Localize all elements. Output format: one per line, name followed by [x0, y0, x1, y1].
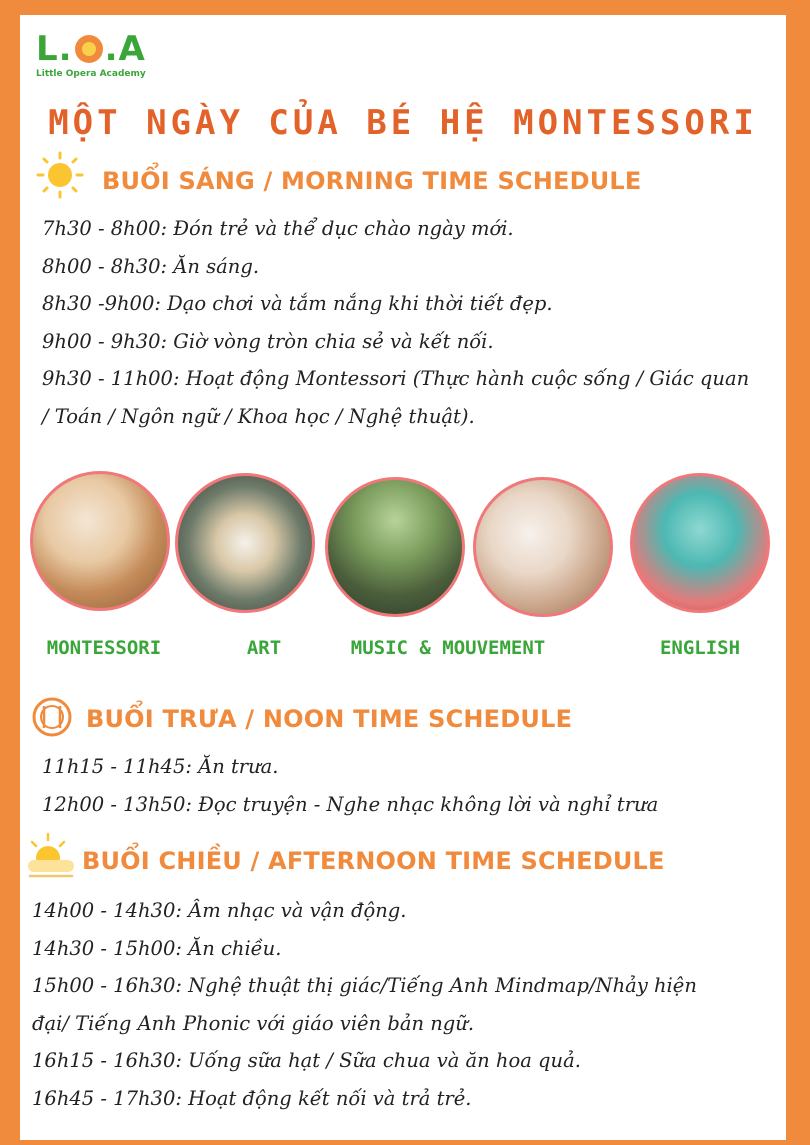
afternoon-heading: BUỔI CHIỀU / AFTERNOON TIME SCHEDULE: [82, 847, 665, 875]
caption-english: ENGLISH: [659, 637, 741, 659]
morning-schedule: [42, 210, 749, 435]
loa-logo: L . . A Little Opera Academy: [36, 31, 156, 91]
schedule-poster: [20, 15, 786, 1140]
logo-globe-icon: [75, 35, 103, 63]
schedule-line: 8h30 -9h00: Dạo chơi và tắm nắng khi thời tiết đẹp.: [42, 292, 553, 315]
schedule-line: 9h00 - 9h30: Giờ vòng tròn chia sẻ và kết nối.: [42, 329, 494, 353]
caption-music: MUSIC & MOUVEMENT: [350, 637, 546, 659]
caption-montessori: MONTESSORI: [46, 637, 162, 659]
sun-icon: [34, 149, 86, 201]
logo-letter-l: L: [36, 29, 59, 69]
morning-heading: BUỔI SÁNG / MORNING TIME SCHEDULE: [102, 167, 642, 195]
schedule-line: đại/ Tiếng Anh Phonic với giáo viên bản ngữ.: [32, 1011, 475, 1035]
schedule-line: 14h30 - 15h00: Ăn chiều.: [32, 936, 282, 960]
afternoon-schedule: [32, 892, 697, 1117]
activity-photos: [30, 471, 776, 621]
dining-icon: [30, 695, 74, 739]
schedule-line: 16h45 - 17h30: Hoạt động kết nối và trả trẻ.: [32, 1086, 472, 1110]
schedule-line: 7h30 - 8h00: Đón trẻ và thể dục chào ngày mới.: [42, 217, 514, 240]
caption-art: ART: [246, 637, 282, 659]
schedule-line: 14h00 - 14h30: Âm nhạc và vận động.: [32, 899, 407, 922]
schedule-line: 8h00 - 8h30: Ăn sáng.: [42, 254, 260, 278]
noon-schedule: [42, 748, 658, 823]
page-title: MỘT NGÀY CỦA BÉ HỆ MONTESSORI: [48, 103, 758, 143]
logo-subtitle: Little Opera Academy: [36, 69, 146, 79]
art-photo: [175, 473, 315, 613]
music-photo: [325, 477, 465, 617]
schedule-line: 12h00 - 13h50: Đọc truyện - Nghe nhạc không lời và nghỉ trưa: [42, 792, 659, 816]
schedule-line: 9h30 - 11h00: Hoạt động Montessori (Thực hành cuộc sống / Giác quan: [42, 367, 750, 390]
sunset-icon: [24, 832, 78, 884]
montessori-photo: [30, 471, 170, 611]
logo-letter-a: A: [118, 29, 146, 69]
schedule-line: 16h15 - 16h30: Uống sữa hạt / Sữa chua và ăn hoa quả.: [32, 1049, 581, 1072]
noon-heading: BUỔI TRƯA / NOON TIME SCHEDULE: [86, 705, 573, 733]
schedule-line: 11h15 - 11h45: Ăn trưa.: [42, 755, 279, 778]
schedule-line: 15h00 - 16h30: Nghệ thuật thị giác/Tiếng Anh Mindmap/Nhảy hiện: [32, 974, 697, 997]
english-photo: [630, 473, 770, 613]
english-class-photo: [473, 477, 613, 617]
schedule-line: / Toán / Ngôn ngữ / Khoa học / Nghệ thuật).: [42, 404, 475, 428]
